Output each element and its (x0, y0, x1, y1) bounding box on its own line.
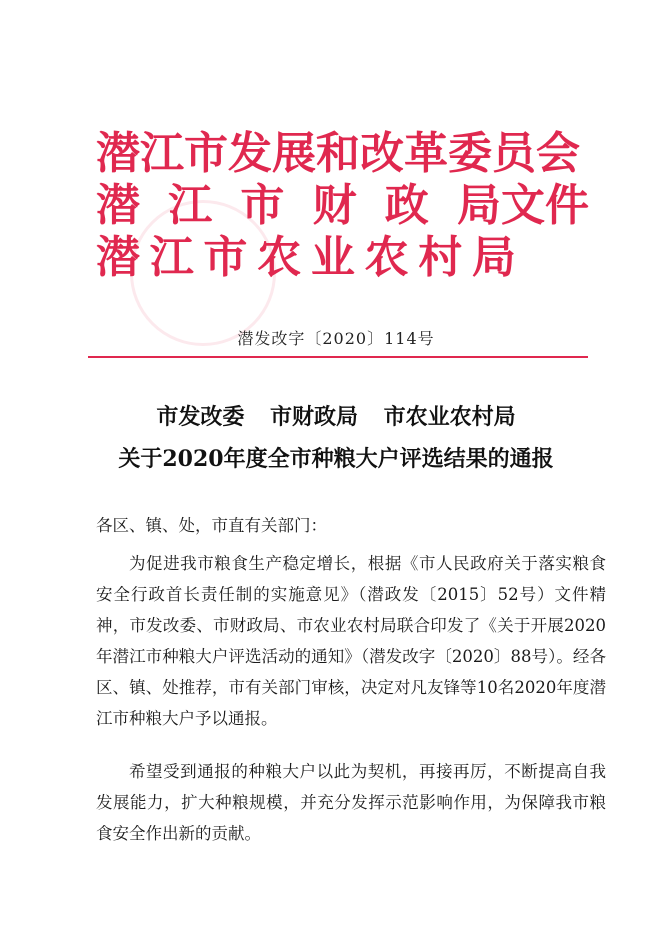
body-paragraph-2: 希望受到通报的种粮大户以此为契机，再接再厉，不断提高自我发展能力，扩大种粮规模，并充分发挥示范影响作用，为保障我市粮食安全作出新的贡献。 (96, 762, 606, 843)
issuing-authorities-header (96, 128, 616, 284)
header-char: 农 (364, 232, 409, 283)
header-char: 市 (240, 180, 285, 231)
header-char: 江 (168, 180, 213, 231)
header-line-agriculture-bureau (96, 232, 516, 284)
header-char: 江 (140, 128, 184, 179)
header-char: 江 (149, 232, 194, 283)
notice-title-line-1: 市发改委 市财政局 市农业农村局 (156, 404, 516, 430)
red-separator-rule (88, 356, 588, 358)
header-char: 革 (404, 128, 448, 179)
header-char: 市 (203, 232, 248, 283)
document-number: 潜发改字〔2020〕114号 (237, 329, 435, 348)
notice-title-line-2: 关于2020年度全市种粮大户评选结果的通报 (118, 446, 554, 472)
header-char: 政 (384, 180, 429, 231)
header-char: 员 (492, 128, 536, 179)
header-char: 业 (310, 232, 355, 283)
header-char: 村 (418, 232, 463, 283)
header-line-development-reform-commission (96, 128, 580, 180)
header-document-suffix: 文件 (501, 180, 589, 231)
header-char: 会 (536, 128, 580, 179)
header-char: 展 (272, 128, 316, 179)
header-char: 局 (456, 180, 501, 231)
header-char: 财 (312, 180, 357, 231)
header-char: 委 (448, 128, 492, 179)
header-line-finance-bureau (96, 180, 501, 232)
header-char: 潜 (96, 180, 140, 231)
header-char: 和 (316, 128, 360, 179)
header-char: 潜 (96, 128, 140, 179)
header-char: 市 (184, 128, 228, 179)
header-char: 发 (228, 128, 272, 179)
header-char: 农 (257, 232, 302, 283)
header-char: 局 (471, 232, 516, 283)
salutation: 各区、镇、处，市直有关部门： (96, 516, 327, 535)
header-char: 改 (360, 128, 404, 179)
body-paragraph-1: 为促进我市粮食生产稳定增长，根据《市人民政府关于落实粮食安全行政首长责任制的实施意见》（潜政发〔2015〕52号）文件精神，市发改委、市财政局、市农业农村局联合印发了《关于开展2020年潜江市种粮大户评选活动的通知》（潜发改字〔2020〕88号）。经各区、镇、处推荐，市有关部门审核，决定对凡友锋等10名2020年度潜江市种粮大户予以通报。 (96, 554, 606, 728)
header-char: 潜 (96, 232, 140, 283)
header-line-finance-bureau-row (96, 180, 616, 232)
